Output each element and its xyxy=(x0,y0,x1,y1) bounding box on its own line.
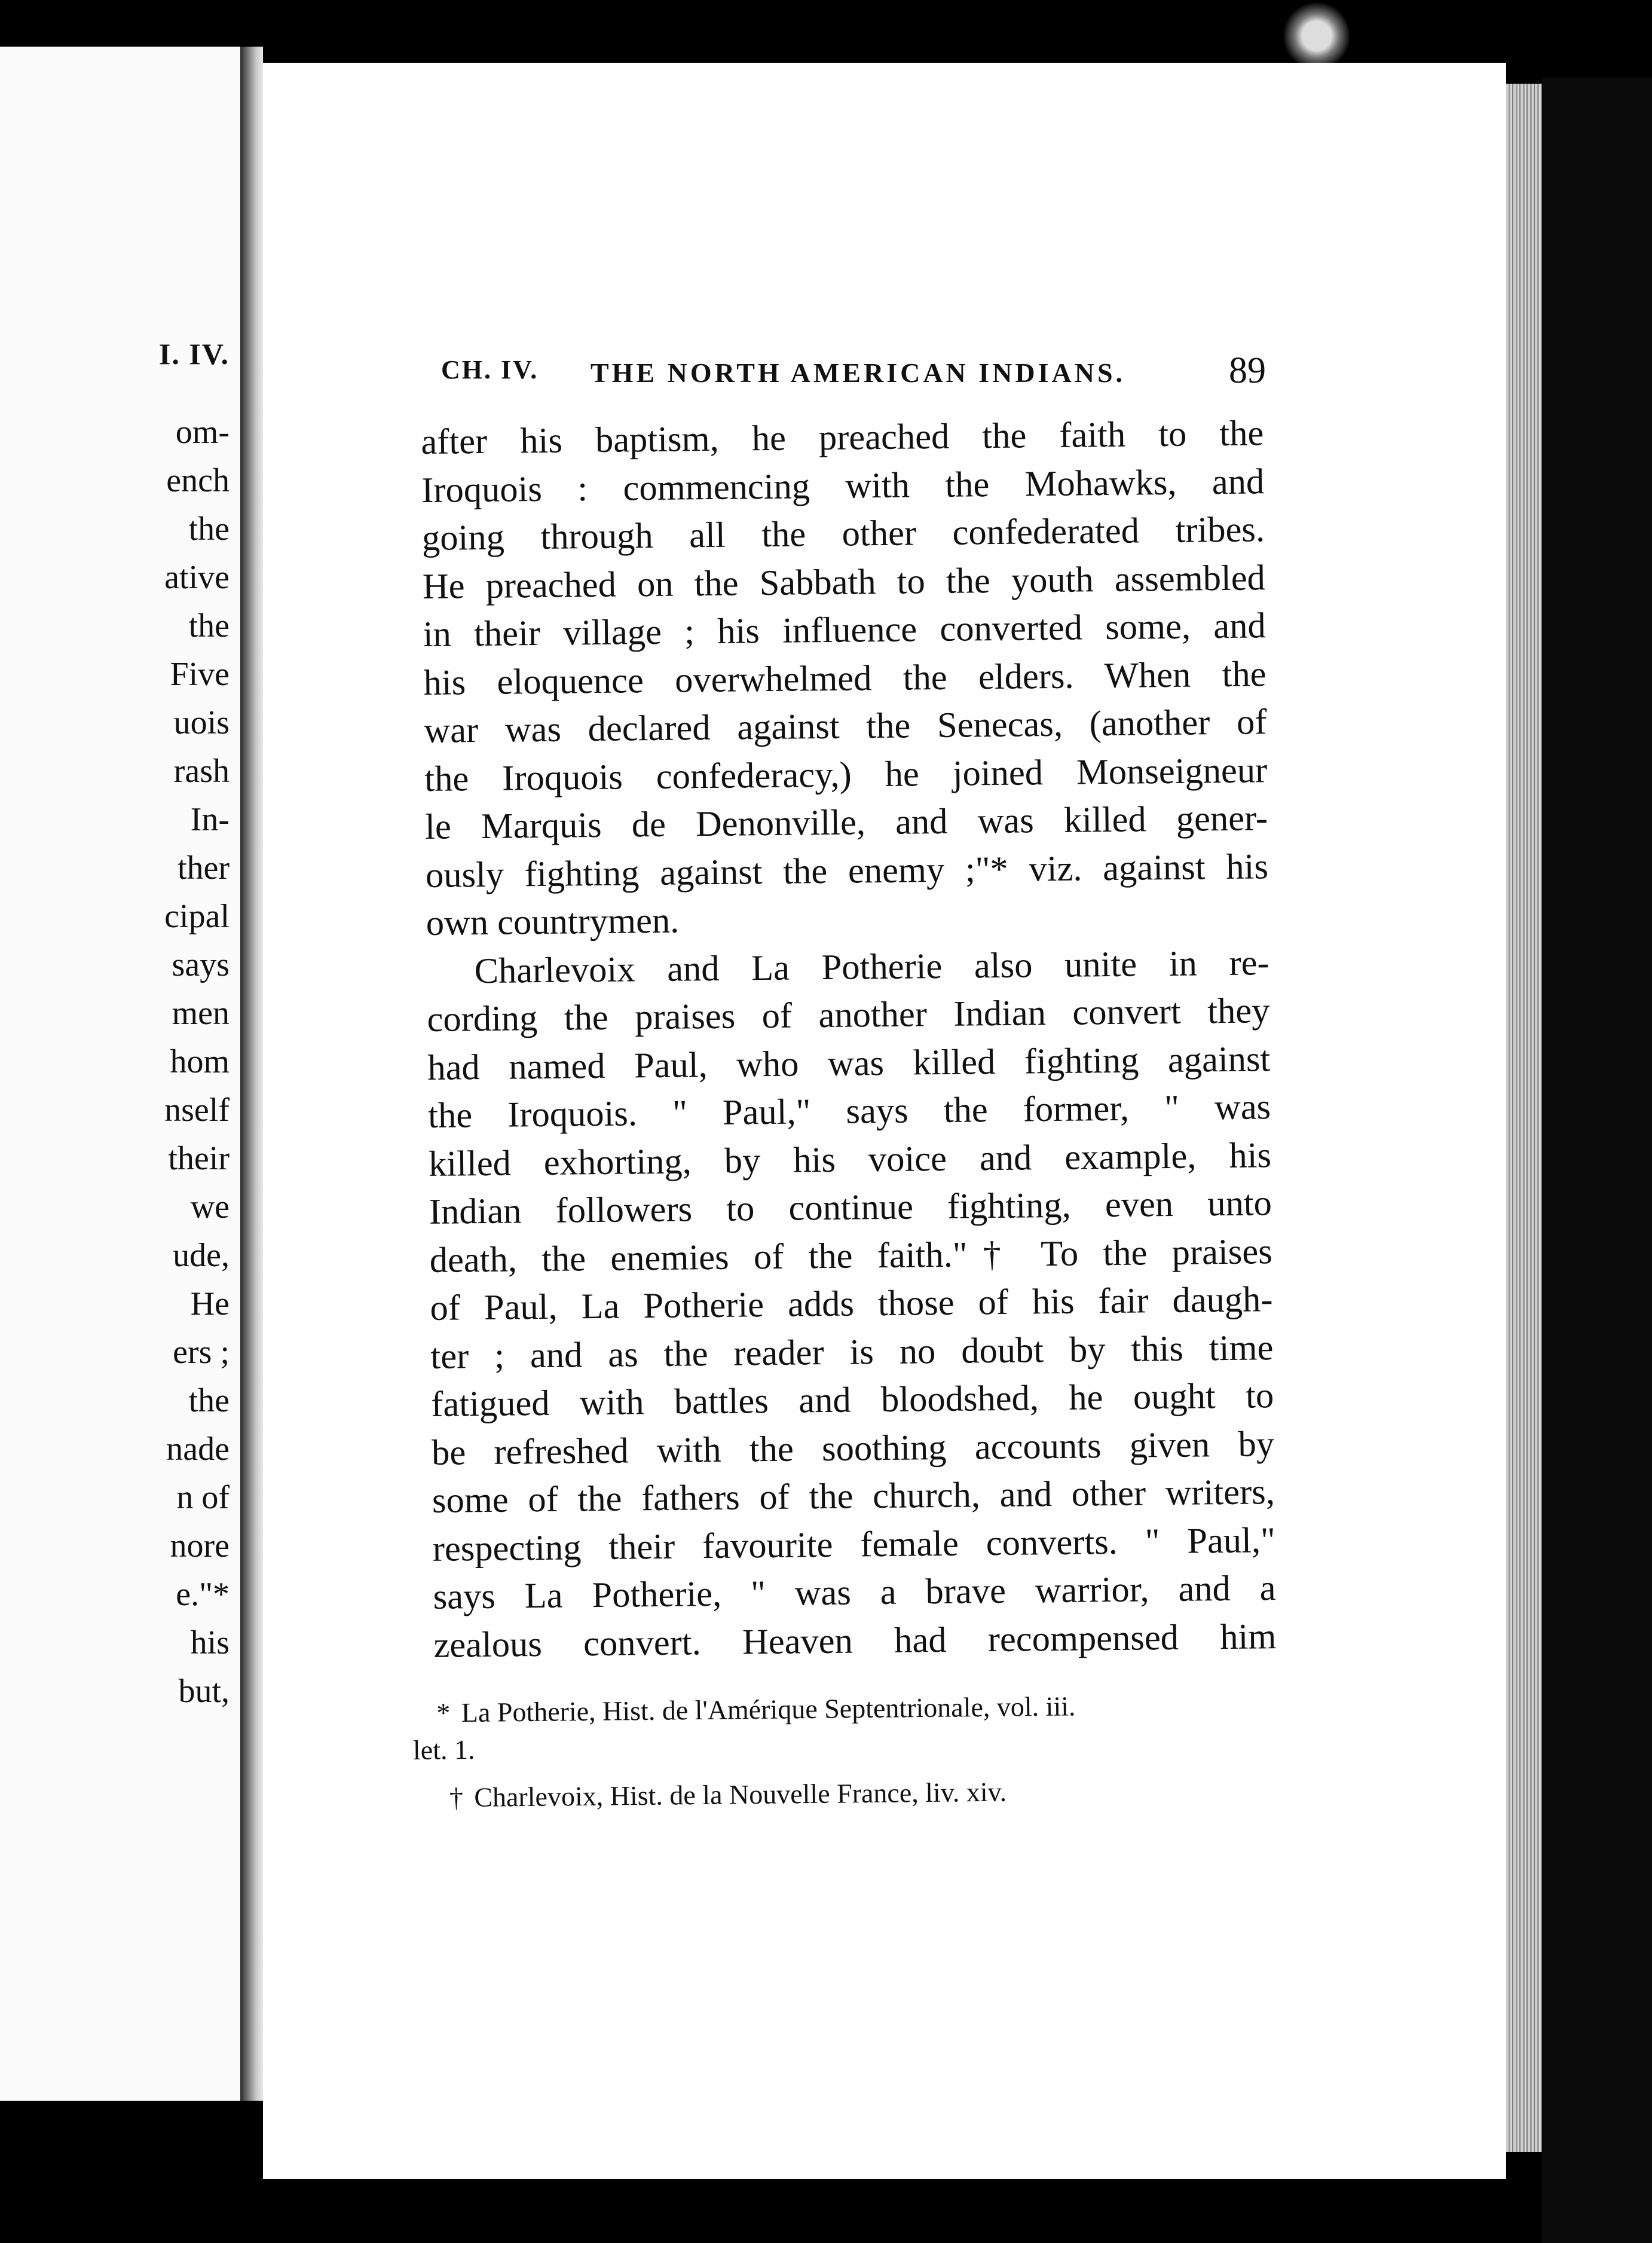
body-line: be refreshed with the soothing accounts given by xyxy=(431,1423,1275,1473)
book-gutter xyxy=(240,47,263,2101)
body-line: death, the enemies of the faith."† To the praises xyxy=(429,1231,1273,1281)
body-line: own countrymen. xyxy=(426,900,680,943)
left-page-fragment-line: Five xyxy=(170,656,230,693)
chapter-label: CH. IV. xyxy=(441,355,539,384)
body-line: ter ; and as the reader is no doubt by this time xyxy=(430,1327,1274,1377)
body-line: respecting their favourite female converts. " Paul," xyxy=(432,1520,1276,1569)
footnote-continuation: let. 1. xyxy=(412,1734,475,1765)
left-page-fragment-line: we xyxy=(190,1188,230,1226)
left-page-fragment-line: e."* xyxy=(176,1576,230,1613)
body-line: some of the fathers of the church, and other writers, xyxy=(432,1472,1275,1521)
left-page-fragment-line: ative xyxy=(164,559,230,596)
running-title: THE NORTH AMERICAN INDIANS. xyxy=(591,357,1126,388)
left-page-fragment-line: ude, xyxy=(173,1237,230,1274)
body-line: the Iroquois confederacy,) he joined Monseigneur xyxy=(424,750,1268,799)
left-page-fragment-line: his xyxy=(190,1624,230,1661)
left-page-fragment-line: their xyxy=(168,1140,230,1177)
left-page-fragment-line: n of xyxy=(176,1479,230,1516)
scan-speck xyxy=(1284,0,1350,72)
footnote-text: La Potherie, Hist. de l'Amérique Septentrionale, vol. iii. xyxy=(461,1691,1076,1728)
left-page-fragment-line: om- xyxy=(175,414,230,451)
left-page-fragment-line: but, xyxy=(178,1673,230,1710)
body-line: of Paul, La Potherie adds those of his fair daugh- xyxy=(430,1279,1273,1328)
page-edges-shadow xyxy=(1542,78,1652,2243)
left-page-fragment-line: ench xyxy=(166,462,230,499)
left-page-fragment-line: ther xyxy=(177,849,230,887)
left-page-fragment-line: men xyxy=(172,995,230,1032)
left-page-fragment-line: cipal xyxy=(164,898,230,935)
body-line: says La Potherie, " was a brave warrior, and a xyxy=(433,1568,1276,1617)
left-page-fragment-line: uois xyxy=(173,704,230,741)
left-page-fragment-line: the xyxy=(188,1382,230,1419)
body-line: ously fighting against the enemy ;"* viz. against his xyxy=(425,846,1269,896)
body-line: He preached on the Sabbath to the youth assembled xyxy=(422,557,1266,607)
body-line: killed exhorting, by his voice and example, his xyxy=(428,1135,1272,1184)
footnote-marker: * xyxy=(436,1697,451,1728)
body-line: fatigued with battles and bloodshed, he ought to xyxy=(430,1376,1274,1425)
body-line: zealous convert. Heaven had recompensed him xyxy=(433,1616,1277,1666)
left-page-fragment-line: says xyxy=(172,946,230,983)
left-page-fragment-line: the xyxy=(188,511,230,548)
running-header xyxy=(441,350,1266,398)
body-line: had named Paul, who was killed fighting against xyxy=(427,1038,1271,1088)
body-line: le Marquis de Denonville, and was killed gener- xyxy=(424,798,1268,847)
body-line: going through all the other confederated tribes. xyxy=(421,509,1265,558)
left-page-fragment-line: ers ; xyxy=(173,1334,230,1371)
body-line: after his baptism, he preached the faith to the xyxy=(421,413,1264,462)
left-page-header: I. IV. xyxy=(158,337,230,371)
footnote xyxy=(412,1686,1238,1769)
body-line: cording the praises of another Indian convert they xyxy=(427,991,1270,1040)
left-page-fragment-line: He xyxy=(190,1285,230,1322)
left-page-fragment-line: nore xyxy=(170,1527,230,1564)
body-line: the Iroquois. " Paul," says the former, " was xyxy=(427,1087,1271,1136)
body-line: war was declared against the Senecas, (another of xyxy=(424,702,1267,751)
left-page-fragment-line: hom xyxy=(170,1043,230,1080)
body-line: Indian followers to continue fighting, even unto xyxy=(429,1183,1272,1232)
left-page-fragment-line: rash xyxy=(173,753,230,790)
footnote-text: Charlevoix, Hist. de la Nouvelle France, liv. xiv. xyxy=(474,1776,1007,1813)
page-number: 89 xyxy=(1229,350,1266,391)
body-line: his eloquence overwhelmed the elders. When the xyxy=(423,653,1266,703)
footnote-marker: † xyxy=(449,1782,464,1813)
left-page-fragment-line: In- xyxy=(190,801,230,838)
body-line: in their village ; his influence converted some, and xyxy=(423,606,1266,655)
footnote xyxy=(413,1771,1238,1817)
left-page-fragment-line: nade xyxy=(166,1431,230,1468)
body-line: Charlevoix and La Potherie also unite in re- xyxy=(474,942,1269,991)
left-page-fragment-line: the xyxy=(188,607,230,644)
left-page-fragment xyxy=(0,47,240,2101)
body-line: Iroquois : commencing with the Mohawks, and xyxy=(421,461,1265,511)
left-page-fragment-line: nself xyxy=(164,1092,230,1129)
body-text xyxy=(421,410,1277,1670)
footnotes xyxy=(412,1686,1238,1828)
